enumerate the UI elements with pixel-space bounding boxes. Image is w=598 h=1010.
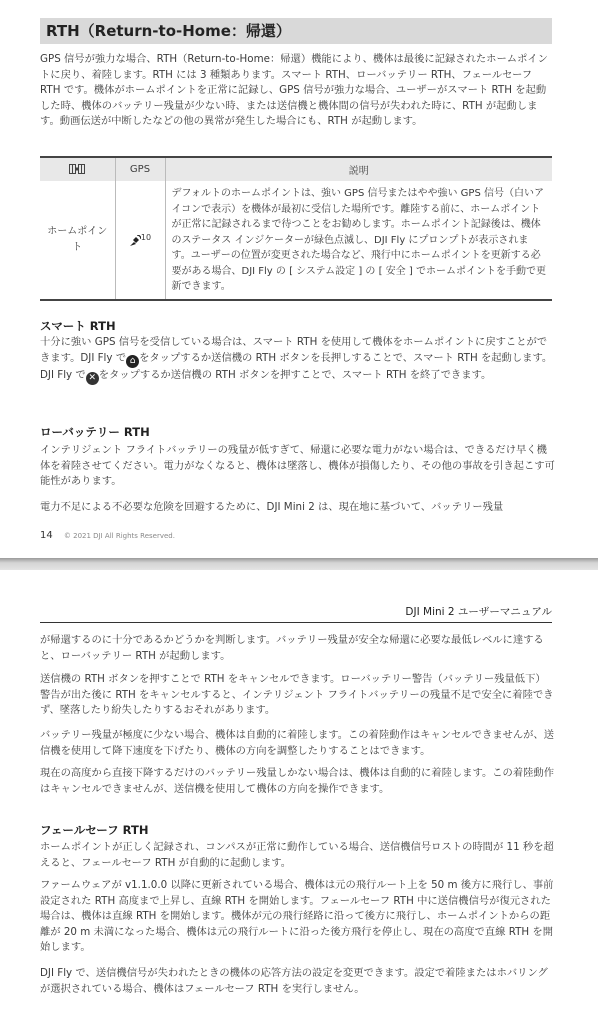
smart-rth-heading: スマート RTH [40, 319, 116, 333]
paragraph-1: が帰還するのに十分であるかどうかを判断します。バッテリー残量が安全な帰還に必要な最低レベルに達すると、ローバッテリー RTH が起動します。 [40, 634, 544, 662]
failsafe-paragraph-1: ホームポイントが正しく記録され、コンパスが正常に動作している場合、送信機信号ロストの時間が 11 秒を超えると、フェールセーフ RTH が自動的に起動します。 [40, 841, 554, 869]
paragraph-2: 送信機の RTH ボタンを押すことで RTH をキャンセルできます。ローバッテリー警告（バッテリー残量低下）警告が出た後に RTH をキャンセルすると、インテリジェント フライトバッテリーの残量不足で安全に着陸できず、墜落したり紛失したりするおそれがあります。 [40, 673, 554, 716]
failsafe-paragraph-3: DJI Fly で、送信機信号が失われたときの機体の応答方法の設定を変更できます。設定で着陸またはホバリングが選択されている場合、機体はフェールセーフ RTH を実行しません。 [40, 967, 548, 995]
satellite-icon [69, 164, 85, 174]
failsafe-paragraph-2: ファームウェアが v1.1.0.0 以降に更新されている場合、機体は元の飛行ルート上を 50 m 後方に飛行し、事前設定された RTH 高度まで上昇し、直線 RTH を開始します。フェールセーフ RTH 中に送信機信号が復元された場合は、機体は直線 RTH を開始します。機体が元の飛行経路に沿って後方に飛行し、ホームポイントからの距離が 20 m 未満になった場合、機体は元の飛行ルートに沿った後方飛行を停止し、現在の高度で直線 RTH を開始します。 [40, 879, 554, 953]
low-battery-paragraph-1: インテリジェント フライトバッテリーの残量が低すぎて、帰還に必要な電力がない場合は、できるだけ早く機体を着陸させてください。電力がなくなると、機体は墜落し、機体が損傷したり、その他の事故を引き起こす可能性があります。 [40, 444, 555, 487]
row-label: ホームポイント [40, 181, 115, 300]
intro-paragraph: GPS 信号が強力な場合、RTH（Return-to-Home：帰還）機能により、機体は最後に記録されたホームポイントに戻り、着陸します。RTH には 3 種類あります。スマート RTH、ローバッテリー RTH、フェールセーフ RTH です。機体がホームポイントを正常に記録し、GPS 信号が強力な場合、ユーザーがスマート RTH を起動した時、機体のバッテリー残量が少ない時、または送信機と機体間の信号が失われた時に、RTH が起動します。動画伝送が中断したなどの他の異常が発生した場合にも、RTH が起動します。 [40, 53, 548, 127]
home-point-table [40, 156, 552, 301]
paragraph-3: バッテリー残量が極度に少ない場合、機体は自動的に着陸します。この着陸動作はキャンセルできませんが、送信機を使用して降下速度を下げたり、機体の方向を調整したりすることはできます。 [40, 729, 555, 757]
page-number: 14 [40, 530, 53, 541]
table-header-icon [40, 157, 115, 181]
failsafe-heading: フェールセーフ RTH [40, 823, 149, 837]
copyright: © 2021 DJI All Rights Reserved. [63, 532, 175, 540]
rth-icon: ⌂ [126, 355, 139, 368]
low-battery-paragraph-2: 電力不足による不必要な危険を回避するために、DJI Mini 2 は、現在地に基づいて、バッテリー残量 [40, 501, 504, 513]
row-gps: 10 [115, 181, 165, 300]
manual-page-15 [0, 570, 598, 1010]
table-header-description: 説明 [165, 157, 552, 181]
running-header: DJI Mini 2 ユーザーマニュアル [405, 606, 552, 618]
header-rule [40, 622, 552, 623]
row-description: デフォルトのホームポイントは、強い GPS 信号またはやや強い GPS 信号（白いアイコンで表示）を機体が最初に受信した場所です。離陸する前に、ホームポイントが正常に記録されるまで待つことをお勧めします。ホームポイント記録後は、機体のステータス インジケーターが緑色点滅し、DJI Fly にプロンプトが表示されます。ユーザーの位置が変更された場合など、飛行中にホームポイントを更新する必要がある場合、DJI Fly の [ システム設定 ] の [ 安全 ] でホームポイントを手動で更新できます。 [165, 181, 552, 300]
table-header-gps: GPS [115, 157, 165, 181]
page-separator [0, 558, 598, 570]
paragraph-4: 現在の高度から直接下降するだけのバッテリー残量しかない場合は、機体は自動的に着陸します。この着陸動作はキャンセルできませんが、送信機を使用して機体の方向を操作できます。 [40, 767, 555, 795]
section-title: RTH（Return-to-Home：帰還） [40, 18, 552, 44]
gps-signal-icon [129, 235, 141, 247]
close-icon: ✕ [86, 372, 99, 385]
page-footer [40, 530, 175, 541]
table-row [40, 181, 552, 300]
low-battery-heading: ローバッテリー RTH [40, 425, 150, 439]
smart-rth-paragraph: 十分に強い GPS 信号を受信している場合は、スマート RTH を使用して機体をホームポイントに戻すことができます。DJI Fly で ⌂ をタップするか送信機の RTH ボタンを長押しすることで、スマート RTH を起動します。DJI Fly で ✕ をタップするか送信機の RTH ボタンを押すことで、スマート RTH を終了できます。 [40, 336, 553, 383]
